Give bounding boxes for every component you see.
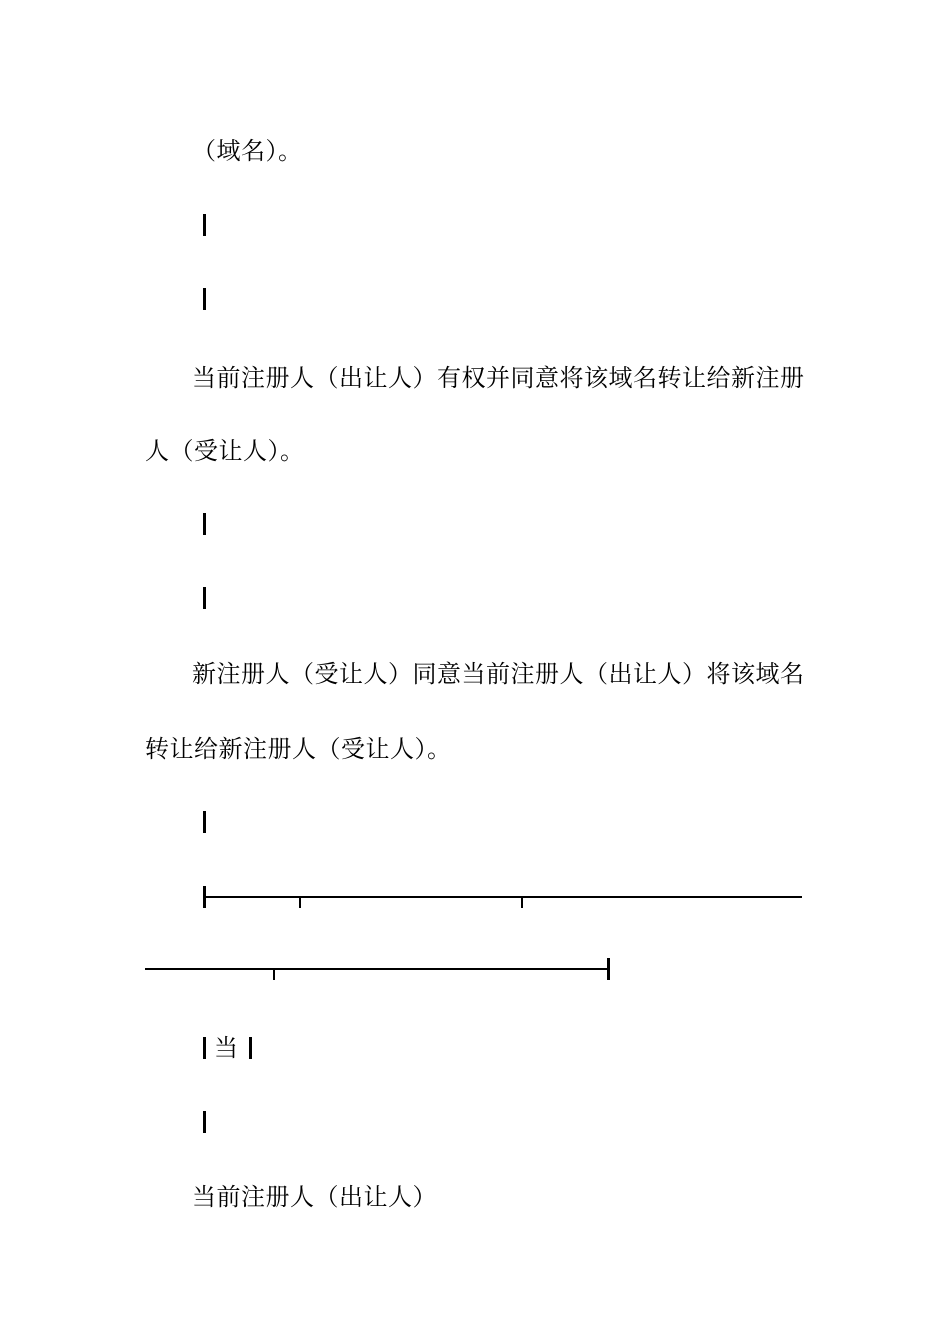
table-column-tick — [521, 897, 523, 908]
table-vertical-bar — [203, 214, 206, 236]
table-vertical-bar — [203, 513, 206, 535]
table-vertical-bar — [203, 1111, 206, 1133]
table-cell-right-bar — [249, 1037, 252, 1059]
table-cell-left-bar — [203, 1037, 206, 1059]
table-vertical-bar — [203, 587, 206, 609]
table-cell-text: 当 — [214, 1034, 239, 1062]
paragraph-new-registrant-line1: 新注册人（受让人）同意当前注册人（出让人）将该域名 — [192, 660, 805, 688]
paragraph-current-registrant: 当前注册人（出让人） — [192, 1183, 437, 1211]
paragraph-transfer-consent-line1: 当前注册人（出让人）有权并同意将该域名转让给新注册 — [192, 364, 805, 392]
paragraph-domain: （域名）。 — [192, 137, 303, 165]
table-vertical-bar — [203, 288, 206, 310]
table-border-right-junction — [607, 958, 610, 980]
table-column-tick — [273, 969, 275, 980]
paragraph-new-registrant-line2: 转让给新注册人（受让人）。 — [145, 735, 452, 763]
table-vertical-bar — [203, 811, 206, 833]
paragraph-transfer-consent-line2: 人（受让人）。 — [145, 437, 305, 465]
table-border-top-rule — [206, 896, 802, 898]
table-column-tick — [299, 897, 301, 908]
table-border-rule — [145, 968, 609, 970]
